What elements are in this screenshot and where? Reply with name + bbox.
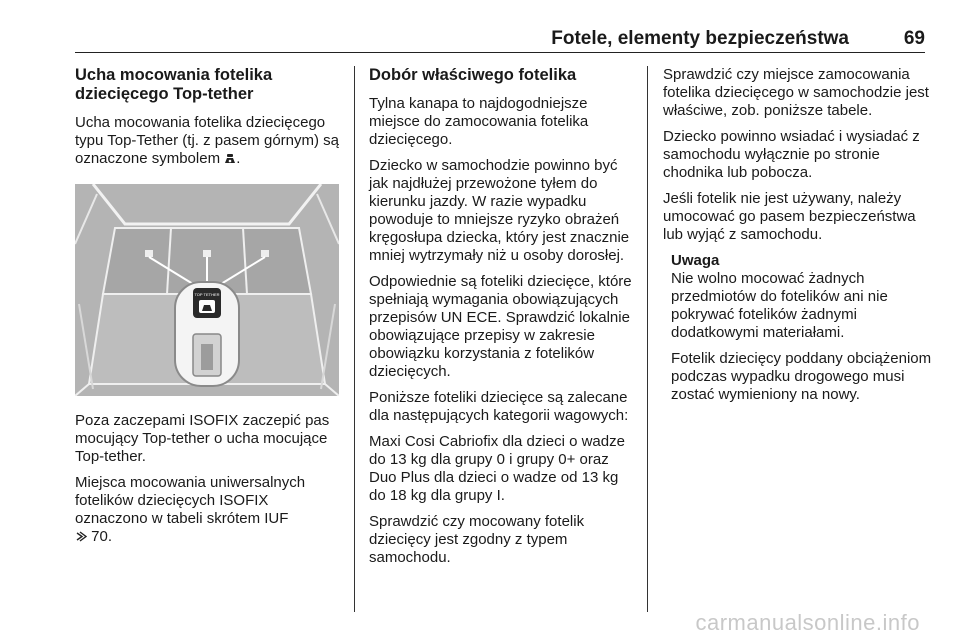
note-para-1: Nie wolno mocować żadnych przedmiotów do fotelików ani nie pokrywać fotelików żadnymi dodatkowymi materiałami.: [671, 270, 888, 341]
cargo-area-illustration: [75, 184, 339, 396]
intro-end: .: [236, 150, 241, 167]
para-iuf: [75, 474, 345, 546]
para-check-location: Sprawdzić czy miejsce zamocowania fotelika dziecięcego w samochodzie jest właściwe, zob. poniższe tabele.: [663, 66, 929, 119]
column-divider: [354, 66, 355, 612]
intro-text: Ucha mocowania fotelika dziecięcego typu Top-Tether (tj. z pasem górnym) są oznaczone symbolem: [75, 114, 339, 167]
para-weight-categories: Poniższe foteliki dziecięce są zalecane dla następujących kategorii wagowych:: [369, 389, 629, 424]
section-heading-seat-selection: Dobór właściwego fotelika: [369, 66, 577, 84]
column-divider: [647, 66, 648, 612]
note-title: Uwaga: [671, 252, 720, 269]
figure-label: TOP TETHER: [194, 292, 220, 297]
para-regulations: Odpowiednie są foteliki dziecięce, które spełniają wymagania obowiązujących przepisów UN ECE. Sprawdzić lokalnie obowiązujące przepisy w zakresie obowiązku korzystania z fotelików dziecięcych.: [369, 273, 632, 380]
trunk-drawing: [75, 184, 339, 396]
page-number: 69: [903, 28, 925, 49]
section-heading-top-tether: [75, 66, 345, 104]
header-title: Fotele, elementy bezpieczeństwa: [551, 28, 849, 49]
para-attach: Poza zaczepami ISOFIX zaczepić pas mocujący Top-tether o ucha mocujące Top-tether.: [75, 412, 330, 465]
page-header: [75, 26, 925, 53]
para-unused-seat: Jeśli fotelik nie jest używany, należy umocować go pasem bezpieczeństwa lub wyjąć z samochodu.: [663, 190, 916, 243]
heading-line-1: Ucha mocowania fotelika: [75, 66, 273, 84]
para-recommended-seats: Maxi Cosi Cabriofix dla dzieci o wadze do 13 kg dla grupy 0 i grupy 0+ oraz Duo Plus dla dzieci o wadze od 13 kg do 18 kg dla grupy I.: [369, 433, 625, 504]
heading-line-2: dziecięcego Top-tether: [75, 85, 254, 103]
top-tether-symbol-icon: [224, 153, 236, 164]
para-boarding: Dziecko powinno wsiadać i wysiadać z samochodu wyłącznie po stronie chodnika lub pobocza.: [663, 128, 920, 181]
column-1: [75, 66, 345, 554]
para-compatibility: Sprawdzić czy mocowany fotelik dziecięcy jest zgodny z typem samochodu.: [369, 513, 585, 566]
para-rear-seat: Tylna kanapa to najdogodniejsze miejsce do zamocowania fotelika dziecięcego.: [369, 95, 589, 148]
column-2: [369, 66, 637, 575]
intro-paragraph: [75, 114, 345, 168]
column-3: [663, 66, 933, 412]
ref-arrow-icon: [75, 531, 87, 542]
caution-note: [671, 252, 933, 404]
para-rear-facing: Dziecko w samochodzie powinno być jak najdłużej przewożone tyłem do kierunku jazdy. W razie wypadku powoduje to mniejsze ryzyko obrażeń kręgosłupa dziecka, który jest znacznie mniej wytrzymały niż u osoby dorosłej.: [369, 157, 630, 264]
note-para-2: Fotelik dziecięcy poddany obciążeniom podczas wypadku drogowego musi zostać wymieniony na nowy.: [671, 350, 932, 403]
para-iuf-text: Miejsca mocowania uniwersalnych fotelików dziecięcych ISOFIX oznaczono w tabeli skrótem IUF: [75, 474, 306, 527]
watermark: carmanualsonline.info: [695, 610, 920, 635]
page-ref[interactable]: 70.: [91, 528, 113, 545]
